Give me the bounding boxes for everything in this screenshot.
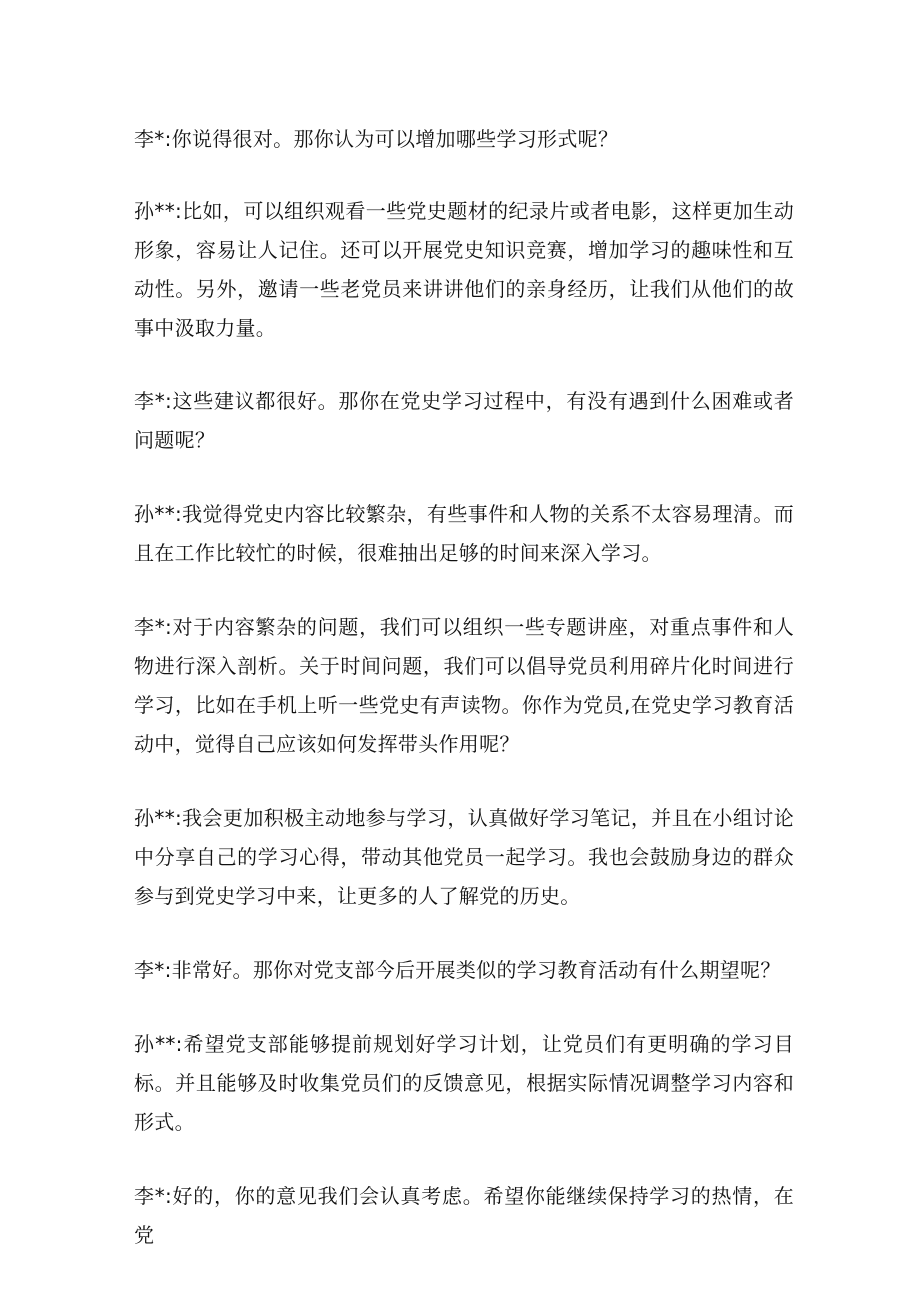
dialogue-paragraph: 李*:非常好。那你对党支部今后开展类似的学习教育活动有什么期望呢？: [134, 958, 781, 982]
dialogue-paragraph: 李*:你说得很对。那你认为可以增加哪些学习形式呢？: [134, 127, 619, 151]
dialogue-paragraph: 孙**:我觉得党史内容比较繁杂，有些事件和人物的关系不太容易理清。而且在工作比较忙的时候，很难抽出足够的时间来深入学习。: [134, 502, 794, 565]
document-body: [134, 120, 794, 1290]
dialogue-paragraph: 孙**:希望党支部能够提前规划好学习计划，让党员们有更明确的学习目标。并且能够及时收集党员们的反馈意见，根据实际情况调整学习内容和形式。: [134, 1032, 794, 1134]
dialogue-paragraph: 孙**:比如，可以组织观看一些党史题材的纪录片或者电影，这样更加生动形象，容易让人记住。还可以开展党史知识竞赛，增加学习的趣味性和互动性。另外，邀请一些老党员来讲讲他们的亲身经历，让我们从他们的故事中汲取力量。: [134, 199, 794, 340]
dialogue-paragraph: 李*:对于内容繁杂的问题，我们可以组织一些专题讲座，对重点事件和人物进行深入剖析。关于时间问题，我们可以倡导党员利用碎片化时间进行学习，比如在手机上听一些党史有声读物。你作为党员,在党史学习教育活动中，觉得自己应该如何发挥带头作用呢？: [134, 615, 794, 756]
dialogue-paragraph: 李*:这些建议都很好。那你在党史学习过程中，有没有遇到什么困难或者问题呢？: [134, 389, 794, 452]
dialogue-paragraph: 孙**:我会更加积极主动地参与学习，认真做好学习笔记，并且在小组讨论中分享自己的学习心得，带动其他党员一起学习。我也会鼓励身边的群众参与到党史学习中来，让更多的人了解党的历史。: [134, 806, 794, 908]
dialogue-paragraph: 李*:好的，你的意见我们会认真考虑。希望你能继续保持学习的热情，在党: [134, 1184, 794, 1247]
